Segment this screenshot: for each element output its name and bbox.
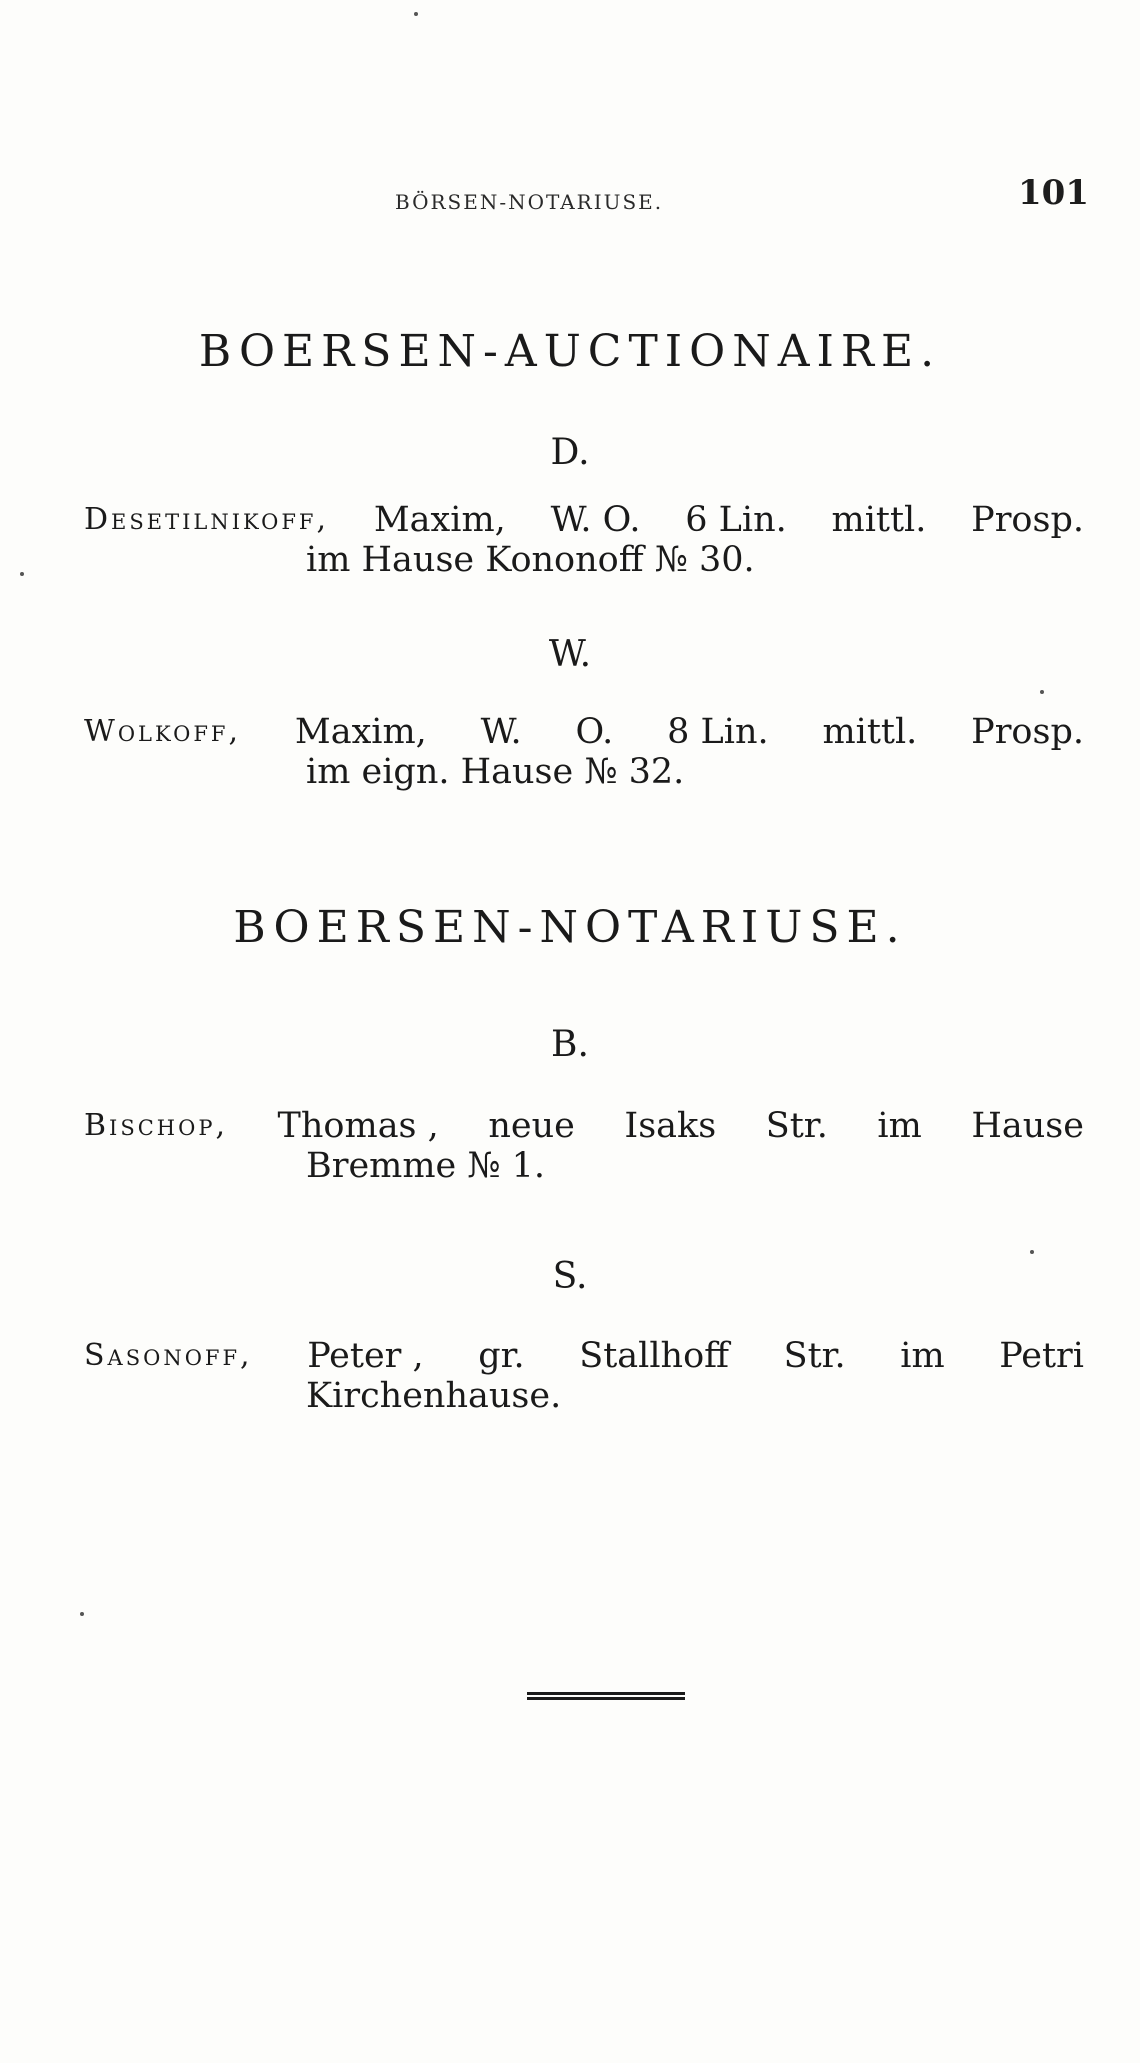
entry-surname: Sasonoff, — [84, 1338, 253, 1373]
entry-surname: Desetilnikoff, — [84, 502, 330, 537]
entry-word: Maxim, — [294, 712, 427, 752]
entry-word: Isaks — [624, 1106, 717, 1146]
entry-continuation: Bremme № 1. — [306, 1146, 546, 1186]
entry-word: Stallhoff — [579, 1336, 730, 1376]
entry-first-line — [84, 712, 1084, 752]
entry-continuation: im eign. Hause № 32. — [306, 752, 685, 792]
entry-first-line — [84, 1336, 1084, 1376]
letter-head-d: D. — [550, 432, 590, 473]
section-title-notariuse: BOERSEN-NOTARIUSE. — [233, 902, 907, 953]
entry-sasonoff — [84, 1336, 1084, 1416]
entry-word: W. O. — [550, 500, 641, 540]
entry-word: im — [877, 1106, 922, 1146]
entry-word: W. — [480, 712, 522, 752]
entry-word: Hause — [971, 1106, 1084, 1146]
letter-head-w: W. — [548, 634, 592, 675]
entry-surname: Bischop, — [84, 1108, 228, 1143]
entry-surname: Wolkoff, — [84, 714, 242, 749]
scan-speck — [414, 12, 418, 16]
entry-word: Prosp. — [971, 712, 1084, 752]
page-number: 101 — [1018, 173, 1089, 213]
entry-desetilnikoff — [84, 500, 1084, 580]
letter-head-b: B. — [551, 1024, 589, 1065]
entry-word: Str. — [765, 1106, 828, 1146]
scan-speck — [1030, 1250, 1034, 1254]
entry-word: 6 Lin. — [685, 500, 787, 540]
entry-first-line — [84, 500, 1084, 540]
entry-continuation: Kirchenhause. — [306, 1376, 562, 1416]
entry-word: Petri — [999, 1336, 1084, 1376]
running-head: BÖRSEN-NOTARIUSE. — [395, 190, 664, 214]
entry-wolkoff — [84, 712, 1084, 792]
entry-word: im — [900, 1336, 945, 1376]
entry-word: Str. — [783, 1336, 846, 1376]
entry-word: neue — [488, 1106, 575, 1146]
entry-first-line — [84, 1106, 1084, 1146]
entry-word: mittl. — [831, 500, 927, 540]
entry-word: mittl. — [822, 712, 918, 752]
section-title-auctionaire: BOERSEN-AUCTIONAIRE. — [198, 326, 942, 377]
entry-word: 8 Lin. — [667, 712, 769, 752]
entry-word: Peter , — [307, 1336, 424, 1376]
scan-speck — [20, 572, 24, 576]
entry-word: Maxim, — [373, 500, 506, 540]
entry-word: Thomas , — [277, 1106, 439, 1146]
entry-word: O. — [575, 712, 614, 752]
scan-speck — [1040, 690, 1044, 694]
entry-bischop — [84, 1106, 1084, 1186]
entry-word: Prosp. — [971, 500, 1084, 540]
letter-head-s: S. — [552, 1256, 588, 1297]
scan-speck — [80, 1612, 84, 1616]
entry-word: gr. — [478, 1336, 525, 1376]
end-rule — [527, 1692, 685, 1700]
entry-continuation: im Hause Kononoff № 30. — [306, 540, 755, 580]
